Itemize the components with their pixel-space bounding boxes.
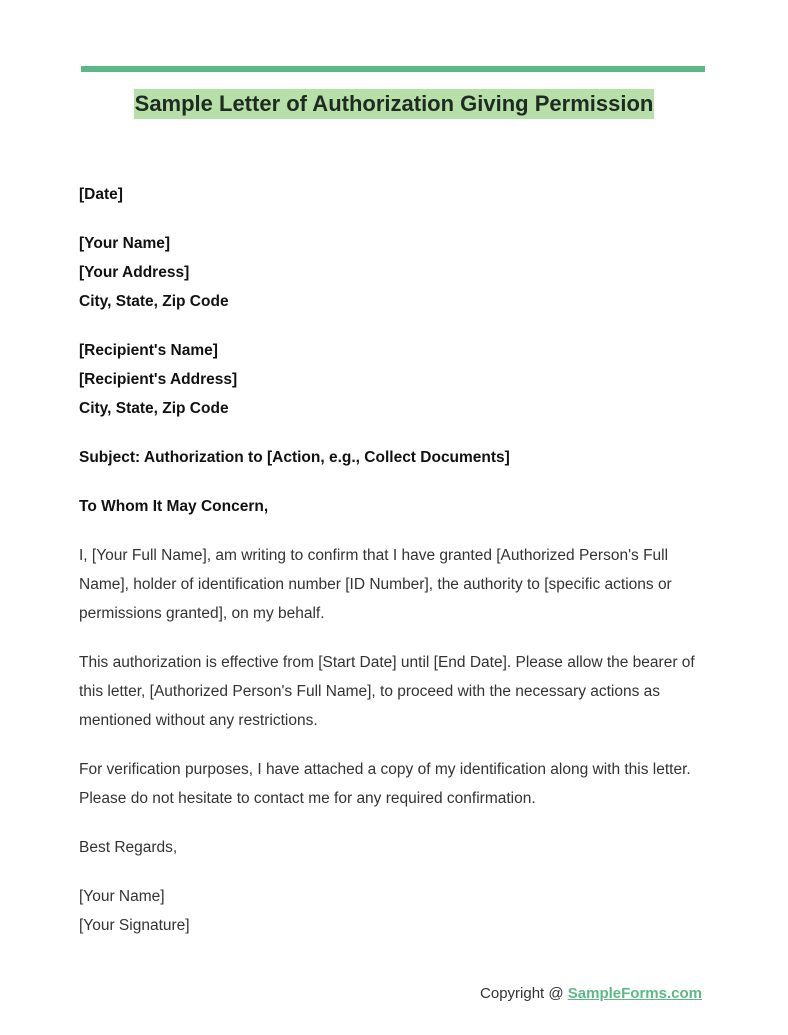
letter-body: [79, 180, 709, 960]
body-paragraph-2: This authorization is effective from [Start Date] until [End Date]. Please allow the bearer of this letter, [Authorized Person's Full Name], to proceed with the necessary actions as mentioned without any restrictions.: [79, 654, 695, 729]
body-paragraph-3: For verification purposes, I have attached a copy of my identification along with this letter. Please do not hesitate to contact me for any required confirmation.: [79, 761, 691, 807]
body-paragraph-1: I, [Your Full Name], am writing to confirm that I have granted [Authorized Person's Full Name], holder of identification number [ID Number], the authority to [specific actions or permissions granted], on my behalf.: [79, 547, 672, 622]
top-divider: [81, 66, 705, 72]
letter-salutation: To Whom It May Concern,: [79, 498, 269, 515]
brand-link[interactable]: SampleForms.com: [567, 985, 702, 1002]
sender-block: [79, 229, 709, 316]
letter-date: [Date]: [79, 186, 123, 203]
sender-name: [Your Name]: [79, 235, 171, 252]
sender-city-line: City, State, Zip Code: [79, 293, 229, 310]
copyright-text: Copyright @: [480, 985, 568, 1002]
signoff-signature: [Your Signature]: [79, 917, 190, 934]
signoff-block: [79, 882, 709, 940]
signoff-name: [Your Name]: [79, 888, 165, 905]
title-container: [0, 89, 788, 119]
recipient-name: [Recipient's Name]: [79, 342, 218, 359]
recipient-address: [Recipient's Address]: [79, 371, 238, 388]
sender-address: [Your Address]: [79, 264, 190, 281]
recipient-city-line: City, State, Zip Code: [79, 400, 229, 417]
footer-copyright: [480, 985, 702, 1002]
letter-subject: Subject: Authorization to [Action, e.g., Collect Documents]: [79, 449, 510, 466]
letter-closing: Best Regards,: [79, 839, 178, 856]
recipient-block: [79, 336, 709, 423]
page-title: Sample Letter of Authorization Giving Permission: [134, 89, 655, 119]
